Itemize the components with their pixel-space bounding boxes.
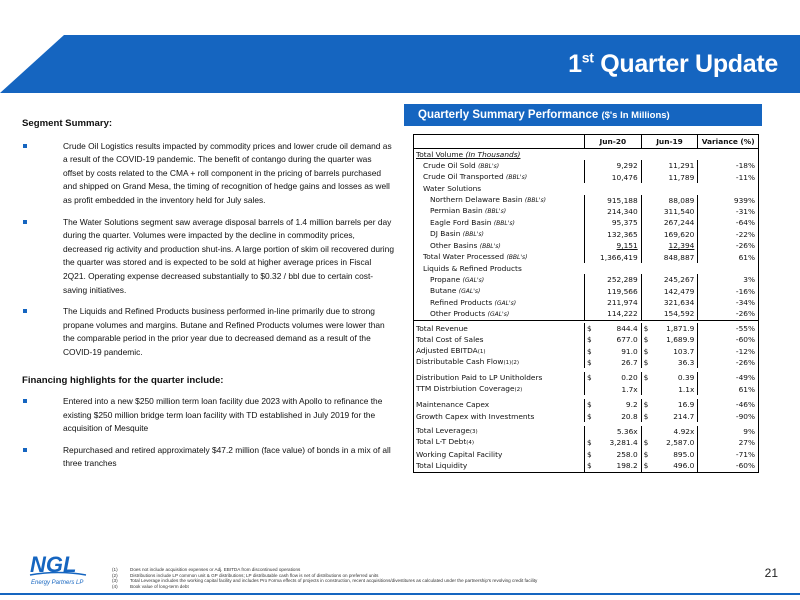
bullet-text: Crude Oil Logistics results impacted by commodity prices and lower crude oil demand as a result of the COVID-19 pandemic. The benefit of contango during the quarter was offset by costs related to the CMA + roll component in the pricing of barrels purchased and shipped on Grand Mesa, the timing of recognition of hedge gains and losses as well as profit embedded in the inventory held for July sales. [63, 140, 392, 205]
row-label-text: Refined Products [430, 297, 495, 307]
variance-value: -26% [697, 357, 758, 368]
footnote-number: (3) [112, 578, 118, 584]
jun19-value [641, 334, 698, 345]
row-label [414, 411, 584, 422]
jun20-value [584, 323, 641, 334]
jun19-value [641, 384, 698, 395]
jun20-value: 252,289 [584, 274, 641, 285]
row-unit: (GAL's) [458, 288, 481, 296]
variance-value: 3% [697, 274, 758, 285]
row-unit: (GAL's) [487, 310, 510, 318]
row-label-text: Total Cost of Sales [416, 335, 484, 345]
variance-value: -60% [697, 334, 758, 345]
row-label [414, 251, 584, 263]
jun20-value: 132,365 [584, 229, 641, 240]
row-label-text: TTM Distrbiution Coverage [416, 383, 515, 393]
variance-value: -60% [697, 460, 758, 471]
financing-heading: Financing highlights for the quarter include: [22, 374, 224, 386]
page-title: 1st Quarter Update [568, 49, 778, 78]
jun20-value: 9,151 [584, 240, 641, 251]
table-row [414, 323, 758, 334]
row-unit: (BBL's) [462, 231, 484, 239]
table-row [414, 357, 758, 368]
table-row [414, 460, 758, 471]
value-text: 2,587.0 [666, 438, 695, 448]
dollar-sign: $ [586, 346, 592, 356]
bottom-rule [0, 593, 800, 595]
segment-summary-heading: Segment Summary: [22, 118, 113, 129]
variance-value: -26% [697, 308, 758, 319]
variance-value: -26% [697, 240, 758, 251]
table-row [414, 274, 758, 285]
footnote-text: Total Leverage includes the working capital facility and includes Pro Forma effects of projects in construction, recent acquisitions/divestitures as calculated under the partnership's revolving credit facility [130, 578, 538, 584]
summary-table [413, 134, 759, 473]
row-label-text: Permian Basin [430, 206, 485, 216]
jun19-value [641, 323, 698, 334]
bullet-square-icon [23, 399, 27, 403]
jun20-value: 9,292 [584, 160, 641, 171]
row-label [414, 323, 584, 334]
dollar-sign: $ [643, 335, 649, 345]
jun20-value [584, 437, 641, 448]
ngl-logo [28, 548, 90, 588]
row-label-text: Other Basins [430, 240, 480, 250]
footnote-number: (1) [112, 567, 118, 572]
variance-value: -64% [697, 217, 758, 228]
bullet-text: Repurchased and retired approximately $47.2 million (face value) of bonds in a mix of all three tranches [63, 444, 391, 469]
value-text: 0.39 [677, 373, 695, 383]
table-row [414, 229, 758, 240]
dollar-sign: $ [643, 461, 649, 471]
table-row [414, 286, 758, 297]
list-item [22, 305, 394, 359]
footnote-text: Does not include acquisition expenses or Adj. EBITDA from discontinued operations [130, 567, 301, 572]
row-unit: (GAL's) [462, 276, 485, 284]
row-label-text: Butane [430, 286, 459, 296]
table-row [414, 297, 758, 308]
header-notch [0, 35, 64, 93]
bullet-text: The Liquids and Refined Products business performed in-line primarily due to strong propane volumes and margins. Butane and Refined Products volumes were lower than the comparable period in the prior year due to decreased demand as a result of the COVID-19 pandemic. [63, 306, 385, 357]
dollar-sign: $ [586, 411, 592, 421]
jun19-value: 321,634 [641, 297, 698, 308]
jun20-value: 95,375 [584, 217, 641, 228]
variance-value: 9% [697, 426, 758, 437]
jun20-value: 915,188 [584, 195, 641, 206]
variance-value: -90% [697, 411, 758, 422]
jun19-value: 169,620 [641, 229, 698, 240]
variance-value: -71% [697, 449, 758, 460]
row-label [414, 399, 584, 410]
variance-value: -31% [697, 206, 758, 217]
dollar-sign: $ [586, 438, 592, 448]
dollar-sign: $ [643, 400, 649, 410]
table-row [414, 384, 758, 395]
row-unit: (GAL's) [494, 299, 517, 307]
row-label-text: Crude Oil Sold [423, 160, 479, 170]
row-unit: (BBL's) [478, 162, 500, 170]
table-row [414, 206, 758, 217]
jun19-value: 11,789 [641, 172, 698, 183]
dollar-sign: $ [643, 346, 649, 356]
bullet-text: Entered into a new $250 million term loan facility due 2023 with Apollo to refinance the existing $250 million bridge term loan facility with TD established in July 2019 for the acquisition of Mesquite [63, 396, 383, 434]
jun19-value [641, 460, 698, 471]
row-label-text: Distributable Cash Flow [416, 357, 504, 367]
variance-value: 939% [697, 195, 758, 206]
variance-value: -34% [697, 297, 758, 308]
value-text: 214.7 [673, 411, 695, 421]
dollar-sign: $ [586, 358, 592, 368]
summary-banner: Quarterly Summary Performance ($'s In Millions) [404, 104, 762, 126]
value-text: 9.2 [625, 400, 638, 410]
variance-value: -46% [697, 399, 758, 410]
row-label [414, 308, 584, 320]
row-label [414, 436, 584, 449]
jun19-value: 848,887 [641, 252, 698, 263]
jun19-value [641, 372, 698, 383]
row-label [414, 460, 584, 471]
bullet-square-icon [23, 220, 27, 224]
row-unit: (BBL's) [506, 174, 528, 182]
row-label-text: Growth Capex with Investments [416, 411, 535, 421]
row-unit: (BBL's) [524, 197, 546, 205]
value-text: 91.0 [621, 346, 638, 356]
jun19-value: 245,267 [641, 274, 698, 285]
dollar-sign: $ [643, 373, 649, 383]
jun20-value: 114,222 [584, 308, 641, 319]
row-label-text: Northern Delaware Basin [430, 195, 525, 205]
value-text: 26.7 [621, 358, 638, 368]
variance-value: 61% [697, 252, 758, 263]
dollar-sign: $ [586, 373, 592, 383]
variance-value: -55% [697, 323, 758, 334]
value-text: 677.0 [616, 335, 638, 345]
footnote-text: Book value of long-term debt [130, 583, 189, 589]
svg-text:Energy Partners LP: Energy Partners LP [31, 580, 84, 586]
value-text: 3,281.4 [609, 438, 638, 448]
table-row [414, 437, 758, 448]
value-text: 1,871.9 [666, 323, 695, 333]
jun20-value [584, 384, 641, 395]
row-label-text: Crude Oil Transported [423, 172, 507, 182]
jun20-value [584, 346, 641, 357]
variance-value: -12% [697, 346, 758, 357]
bullet-square-icon [23, 309, 27, 313]
dollar-sign: $ [586, 461, 592, 471]
value-text: 4.92x [673, 426, 695, 436]
footnote-ref: (2) [514, 386, 523, 393]
jun19-value: 267,244 [641, 217, 698, 228]
variance-value: -18% [697, 160, 758, 171]
bullet-square-icon [23, 448, 27, 452]
row-label [414, 383, 584, 396]
value-text: 258.0 [616, 449, 638, 459]
row-label-text: Liquids & Refined Products [423, 263, 522, 273]
column-header: Variance (%) [697, 135, 758, 149]
value-text: 844.4 [616, 323, 638, 333]
jun19-value: 311,540 [641, 206, 698, 217]
jun20-value [584, 460, 641, 471]
footnotes [112, 567, 537, 589]
jun19-value [641, 437, 698, 448]
jun19-value [641, 426, 698, 437]
dollar-sign: $ [586, 335, 592, 345]
jun19-value [641, 449, 698, 460]
column-header: Jun-19 [641, 135, 698, 149]
jun19-value [641, 357, 698, 368]
value-text: 103.7 [673, 346, 695, 356]
footnote-ref: (4) [466, 440, 475, 447]
jun20-value: 10,476 [584, 172, 641, 183]
row-label [414, 449, 584, 460]
jun20-value: 1,366,419 [584, 252, 641, 263]
row-label-text: Total Liquidity [416, 461, 468, 471]
variance-value: 61% [697, 384, 758, 395]
jun20-value [584, 372, 641, 383]
footnote-ref: (1)(2) [503, 360, 520, 367]
row-label-text: Total Revenue [416, 323, 468, 333]
table-row [414, 411, 758, 422]
row-label-text: Total Water Processed [423, 252, 507, 262]
variance-value: 27% [697, 437, 758, 448]
row-label-text: Water Solutions [423, 184, 482, 194]
table-row [414, 449, 758, 460]
jun19-value: 12,394 [641, 240, 698, 251]
footnote-text: Distributions include LP common unit & GP distributions; LP distributable cash flow is net of distributions on preferred units [130, 572, 379, 578]
jun20-value: 211,974 [584, 297, 641, 308]
jun20-value [584, 449, 641, 460]
footnote-number: (2) [112, 572, 118, 578]
value-text: 36.3 [677, 358, 695, 368]
table-row [414, 252, 758, 263]
row-unit: (BBL's) [479, 242, 501, 250]
jun20-value [584, 357, 641, 368]
table-row [414, 240, 758, 251]
left-column [22, 117, 394, 479]
financing-bullet-list [22, 395, 394, 471]
column-header: Jun-20 [584, 135, 641, 149]
jun19-value: 154,592 [641, 308, 698, 319]
value-text: 1.1x [678, 384, 695, 394]
table-row [414, 195, 758, 206]
segment-bullet-list [22, 140, 394, 360]
dollar-sign: $ [643, 323, 649, 333]
jun19-value: 142,479 [641, 286, 698, 297]
row-unit: (BBL's) [506, 254, 528, 262]
jun19-value: 11,291 [641, 160, 698, 171]
variance-value: -22% [697, 229, 758, 240]
footnote-number: (4) [112, 583, 118, 589]
table-row [414, 399, 758, 410]
dollar-sign: $ [586, 400, 592, 410]
value-text: 198.2 [616, 461, 638, 471]
row-label-text: DJ Basin [430, 229, 463, 239]
row-label [414, 356, 584, 369]
jun19-value [641, 411, 698, 422]
jun20-value [584, 426, 641, 437]
table-row [414, 183, 758, 194]
list-item [22, 444, 394, 471]
total-volume-row: Total Volume (In Thousands) [416, 150, 521, 159]
dollar-sign: $ [643, 411, 649, 421]
variance-value: -11% [697, 172, 758, 183]
value-text: 0.20 [621, 373, 638, 383]
list-item [22, 395, 394, 436]
row-label-text: Eagle Ford Basin [430, 217, 494, 227]
value-text: 1.7x [621, 384, 638, 394]
row-label-text: Propane [430, 274, 463, 284]
value-text: 20.8 [621, 411, 638, 421]
svg-text:NGL: NGL [30, 552, 77, 577]
table-row [414, 308, 758, 319]
jun19-value [641, 346, 698, 357]
bullet-square-icon [23, 144, 27, 148]
footnote-line [112, 584, 537, 590]
row-label-text: Working Capital Facility [416, 449, 503, 459]
row-label [414, 171, 584, 183]
row-label-text: Total L-T Debt [416, 437, 467, 447]
row-label-text: Adjusted EBITDA [416, 345, 478, 355]
variance-value: -49% [697, 372, 758, 383]
footnote-ref: (1) [477, 348, 486, 355]
table-header-row [414, 135, 758, 149]
jun19-value [641, 399, 698, 410]
value-text: 16.9 [677, 400, 695, 410]
jun19-value: 88,089 [641, 195, 698, 206]
value-text: 1,689.9 [666, 335, 695, 345]
dollar-sign: $ [643, 449, 649, 459]
dollar-sign: $ [643, 438, 649, 448]
row-label-text: Maintenance Capex [416, 400, 490, 410]
row-label [414, 263, 584, 274]
bullet-text: The Water Solutions segment saw average disposal barrels of 1.4 million barrels per day during the quarter. Volumes were impacted by the decline in commodity prices, decreased rig activity and production shut-ins. A large portion of skim oil recovered during the quarter was stored and is expected to be sold at higher average prices in Fiscal 2Q21. Operating expense decreased substantially to $0.32 / bbl due to certain cost-saving initiatives. [63, 216, 394, 295]
row-unit: (BBL's) [485, 208, 507, 216]
jun20-value: 214,340 [584, 206, 641, 217]
table-row [414, 263, 758, 274]
value-text: 496.0 [673, 461, 695, 471]
row-label-text: Other Products [430, 308, 488, 318]
value-text: 5.36x [616, 426, 638, 436]
dollar-sign: $ [586, 449, 592, 459]
table-row [414, 160, 758, 171]
jun20-value [584, 334, 641, 345]
variance-value: -16% [697, 286, 758, 297]
row-label-text: Distribution Paid to LP Unitholders [416, 373, 543, 383]
page-number: 21 [764, 566, 778, 580]
row-label-text: Total Leverage [416, 425, 470, 435]
jun20-value: 119,566 [584, 286, 641, 297]
footnote-ref: (3) [469, 428, 478, 435]
list-item [22, 140, 394, 208]
list-item [22, 216, 394, 298]
table-row [414, 172, 758, 183]
jun20-value [584, 399, 641, 410]
row-label [414, 183, 584, 194]
value-text: 895.0 [673, 449, 695, 459]
dollar-sign: $ [586, 323, 592, 333]
row-unit: (BBL's) [493, 219, 515, 227]
table-row [414, 217, 758, 228]
jun20-value [584, 411, 641, 422]
dollar-sign: $ [643, 358, 649, 368]
